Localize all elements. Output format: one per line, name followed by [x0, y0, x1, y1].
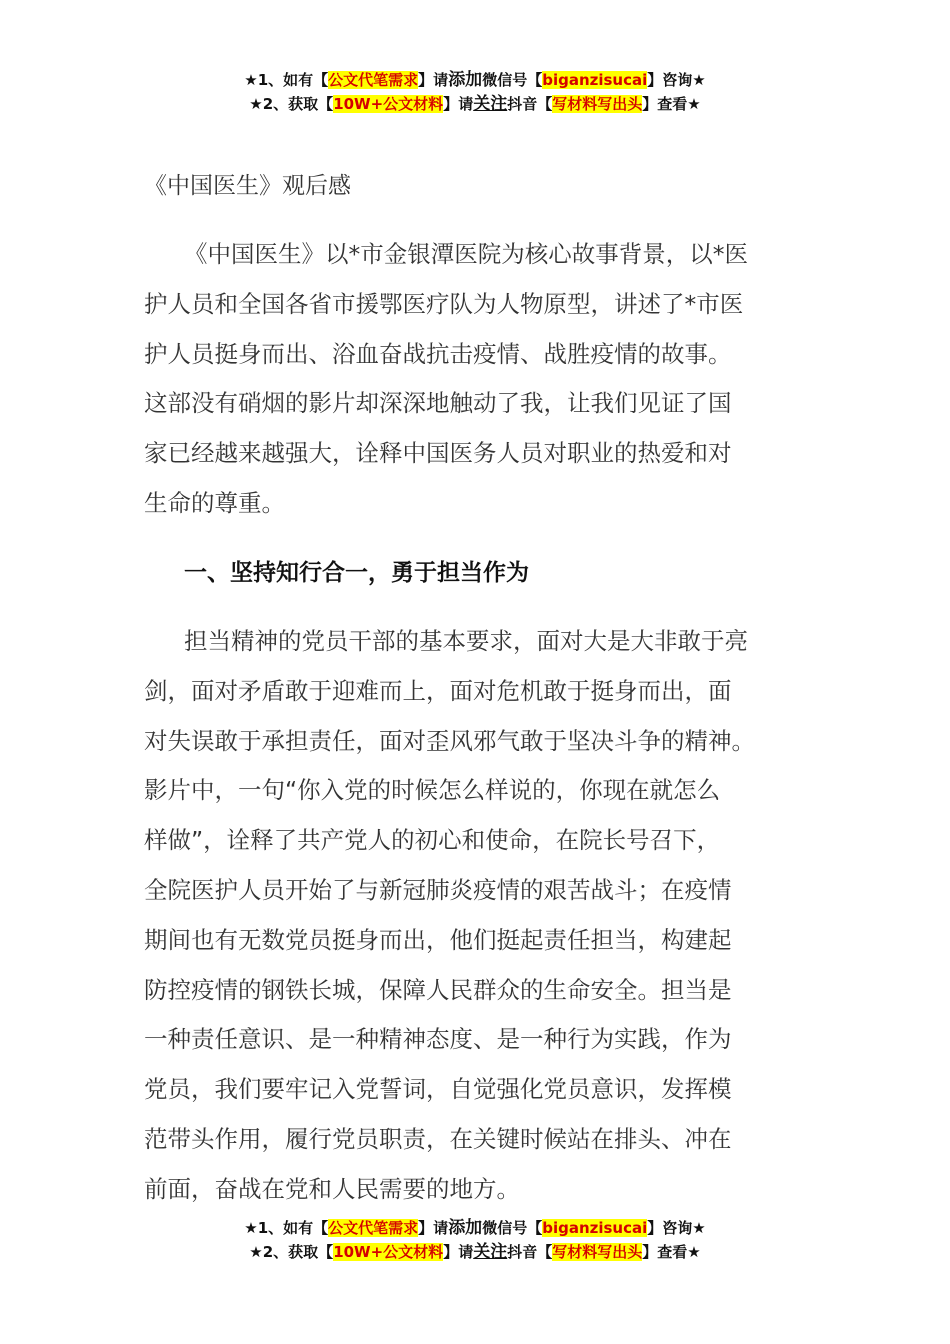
paragraph-line: 剑，面对矛盾敢于迎难而上，面对危机敢于挺身而出，面: [144, 676, 732, 705]
promo-text: 】请: [443, 95, 474, 113]
promo-text: 】请: [418, 1219, 449, 1237]
bottom-promo-banner: [0, 1216, 950, 1264]
promo-text: ★1、如有【: [244, 1219, 329, 1237]
promo-line-1: [0, 1216, 950, 1240]
section-heading: 一、坚持知行合一，勇于担当作为: [184, 560, 529, 586]
promo-emphasis: 关注: [473, 94, 508, 114]
section-paragraph: [144, 617, 804, 1215]
promo-highlight: 10W+公文材料: [333, 1243, 444, 1261]
promo-text: 微信号【: [482, 71, 543, 89]
promo-line-2: [0, 92, 950, 116]
paragraph-line: 期间也有无数党员挺身而出，他们挺起责任担当，构建起: [144, 925, 732, 954]
promo-douyin-id: 写材料写出头: [552, 95, 643, 113]
paragraph-line: 前面，奋战在党和人民需要的地方。: [144, 1174, 520, 1203]
promo-line-1: [0, 68, 950, 92]
promo-wechat-id: biganzisucai: [542, 1219, 648, 1237]
paragraph-line: 党员，我们要牢记入党誓词，自觉强化党员意识，发挥模: [144, 1075, 732, 1104]
promo-text: 抖音【: [507, 1243, 553, 1261]
paragraph-line: 范带头作用，履行党员职责，在关键时候站在排头、冲在: [144, 1124, 732, 1153]
promo-text: 】查看★: [642, 1243, 701, 1261]
promo-text: ★1、如有【: [244, 71, 329, 89]
promo-emphasis: 关注: [473, 1242, 508, 1262]
promo-text: 】请: [443, 1243, 474, 1261]
promo-emphasis: 添加: [448, 1218, 483, 1238]
top-promo-banner: [0, 68, 950, 116]
promo-text: 】请: [418, 71, 449, 89]
promo-highlight: 公文代笔需求: [328, 1219, 419, 1237]
promo-text: 】查看★: [642, 95, 701, 113]
paragraph-line: 样做”，诠释了共产党人的初心和使命，在院长号召下，: [144, 826, 721, 855]
paragraph-line: 对失误敢于承担责任，面对歪风邪气敢于坚决斗争的精神。: [144, 726, 755, 755]
paragraph-line: 全院医护人员开始了与新冠肺炎疫情的艰苦战斗；在疫情: [144, 875, 732, 904]
paragraph-line: 这部没有硝烟的影片却深深地触动了我，让我们见证了国: [144, 389, 732, 418]
promo-highlight: 公文代笔需求: [328, 71, 419, 89]
paragraph-line: 护人员挺身而出、浴血奋战抗击疫情、战胜疫情的故事。: [144, 339, 732, 368]
promo-text: 】咨询★: [647, 71, 706, 89]
promo-text: 】咨询★: [647, 1219, 706, 1237]
promo-douyin-id: 写材料写出头: [552, 1243, 643, 1261]
promo-text: 抖音【: [507, 95, 553, 113]
paragraph-line: 家已经越来越强大，诠释中国医务人员对职业的热爱和对: [144, 439, 732, 468]
promo-emphasis: 添加: [448, 70, 483, 90]
promo-line-2: [0, 1240, 950, 1264]
document-title: 《中国医生》观后感: [144, 173, 351, 199]
promo-text: ★2、获取【: [249, 1243, 334, 1261]
paragraph-line: 一种责任意识、是一种精神态度、是一种行为实践，作为: [144, 1025, 732, 1054]
promo-wechat-id: biganzisucai: [542, 71, 648, 89]
promo-highlight: 10W+公文材料: [333, 95, 444, 113]
paragraph-line: 生命的尊重。: [144, 488, 285, 517]
intro-paragraph: [144, 230, 804, 529]
promo-text: ★2、获取【: [249, 95, 334, 113]
paragraph-line: 《中国医生》以*市金银潭医院为核心故事背景，以*医: [184, 240, 748, 268]
promo-text: 微信号【: [482, 1219, 543, 1237]
paragraph-line: 影片中，一句“你入党的时候怎么样说的，你现在就怎么: [144, 776, 721, 805]
paragraph-line: 护人员和全国各省市援鄂医疗队为人物原型，讲述了*市医: [144, 289, 744, 318]
paragraph-line: 防控疫情的钢铁长城，保障人民群众的生命安全。担当是: [144, 975, 732, 1004]
paragraph-line: 担当精神的党员干部的基本要求，面对大是大非敢于亮: [184, 627, 748, 655]
